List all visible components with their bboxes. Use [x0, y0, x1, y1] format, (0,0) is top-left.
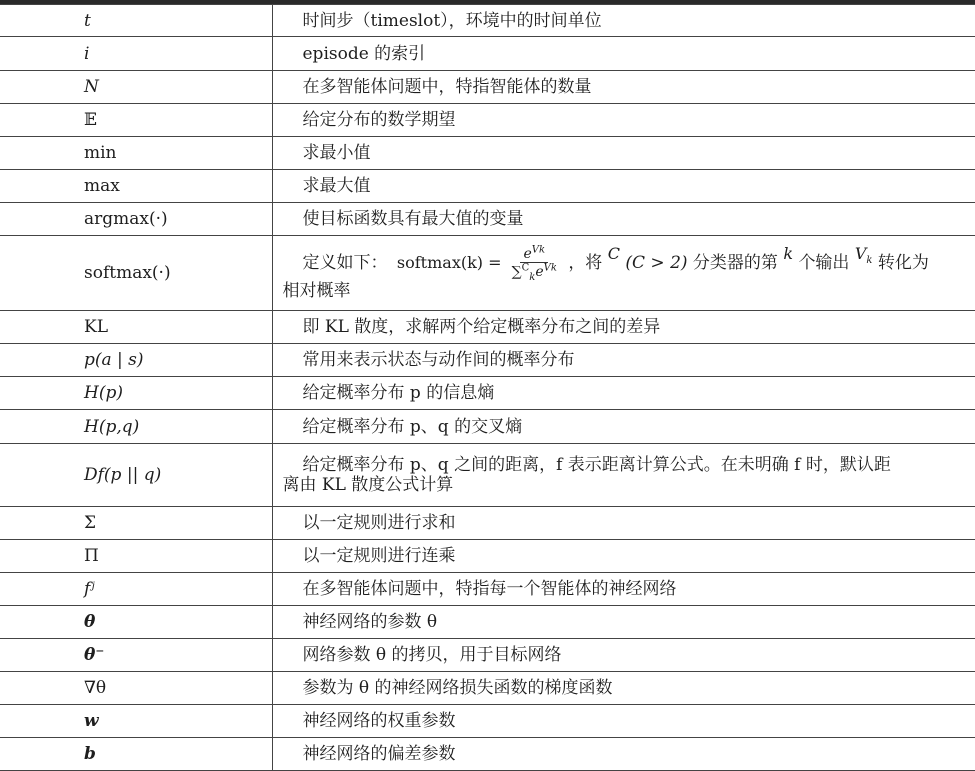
- table-row: [0, 311, 975, 344]
- symbol-cell: w: [0, 705, 272, 738]
- table-row: [0, 104, 975, 137]
- description-cell: 在多智能体问题中，特指智能体的数量: [272, 71, 975, 104]
- symbol-cell: max: [0, 170, 272, 203]
- description-cell: 即 KL 散度，求解两个给定概率分布之间的差异: [272, 311, 975, 344]
- table-row: [0, 738, 975, 771]
- table-row: [0, 573, 975, 606]
- table-row: [0, 606, 975, 639]
- table-row: [0, 377, 975, 410]
- table-row: [0, 203, 975, 236]
- softmax-desc-prefix: 定义如下：: [302, 252, 388, 273]
- symbol-cell: H(p): [0, 377, 272, 410]
- description-cell: 神经网络的权重参数: [272, 705, 975, 738]
- table-row: [0, 71, 975, 104]
- table-row: [0, 5, 975, 37]
- description-cell: 常用来表示状态与动作间的概率分布: [272, 344, 975, 377]
- table-row: [0, 37, 975, 71]
- symbol-cell: ∇θ: [0, 672, 272, 705]
- table-row: [0, 705, 975, 738]
- description-cell: 以一定规则进行求和: [272, 507, 975, 540]
- table-row: [0, 444, 975, 507]
- description-cell: 给定分布的数学期望: [272, 104, 975, 137]
- symbol-cell: min: [0, 137, 272, 170]
- description-cell: 求最大值: [272, 170, 975, 203]
- description-cell: 在多智能体问题中，特指每一个智能体的神经网络: [272, 573, 975, 606]
- table-row: [0, 672, 975, 705]
- description-cell: 给定概率分布 p 的信息熵: [272, 377, 975, 410]
- symbol-cell: fʲ: [0, 573, 272, 606]
- description-cell: 神经网络的参数 θ: [272, 606, 975, 639]
- symbol-cell: θ: [0, 606, 272, 639]
- output-value-symbol: $V_k$: [854, 243, 873, 266]
- output-index-symbol: k: [783, 243, 794, 263]
- description-cell: episode 的索引: [272, 37, 975, 71]
- symbol-cell: KL: [0, 311, 272, 344]
- symbol-cell: p(a | s): [0, 344, 272, 377]
- symbol-cell: Π: [0, 540, 272, 573]
- description-cell: 时间步（timeslot），环境中的时间单位: [272, 5, 975, 37]
- symbol-cell: argmax(·): [0, 203, 272, 236]
- symbol-cell: Df(p || q): [0, 444, 272, 507]
- description-cell: 给定概率分布 p、q 之间的距离，f 表示距离计算公式。在未明确 f 时，默认距 离由 KL 散度公式计算: [272, 444, 975, 507]
- description-cell: 神经网络的偏差参数: [272, 738, 975, 771]
- symbol-cell: H(p,q): [0, 410, 272, 444]
- softmax-formula: softmax(k) = $\frac{e^{Vk}}{\sum^C_ke^{Vk}}$: [396, 243, 557, 283]
- notation-table: [0, 4, 975, 771]
- table-row: [0, 236, 975, 311]
- table-row: [0, 507, 975, 540]
- symbol-cell: Σ: [0, 507, 272, 540]
- description-cell: 求最小值: [272, 137, 975, 170]
- description-cell: 定义如下： softmax(k) = $\frac{e^{Vk}}{\sum^C_ke^{Vk}}$ ，将 C (C > 2) 分类器的第 k 个输出 $V_k$ 转化为 相对概率: [272, 236, 975, 311]
- class-count-symbol: C: [607, 243, 620, 263]
- symbol-cell: b: [0, 738, 272, 771]
- description-cell: 网络参数 θ 的拷贝，用于目标网络: [272, 639, 975, 672]
- symbol-cell: t: [0, 5, 272, 37]
- symbol-cell: i: [0, 37, 272, 71]
- description-cell: 参数为 θ 的神经网络损失函数的梯度函数: [272, 672, 975, 705]
- symbol-cell: N: [0, 71, 272, 104]
- table-row: [0, 170, 975, 203]
- softmax-desc-line2: 相对概率: [282, 280, 351, 301]
- description-cell: 使目标函数具有最大值的变量: [272, 203, 975, 236]
- table-row: [0, 540, 975, 573]
- table-row: [0, 344, 975, 377]
- table-row: [0, 410, 975, 444]
- table-row: [0, 137, 975, 170]
- symbol-cell: θ⁻: [0, 639, 272, 672]
- symbol-cell: 𝔼: [0, 104, 272, 137]
- symbol-cell: softmax(·): [0, 236, 272, 311]
- description-cell: 以一定规则进行连乘: [272, 540, 975, 573]
- table-row: [0, 639, 975, 672]
- description-cell: 给定概率分布 p、q 的交叉熵: [272, 410, 975, 444]
